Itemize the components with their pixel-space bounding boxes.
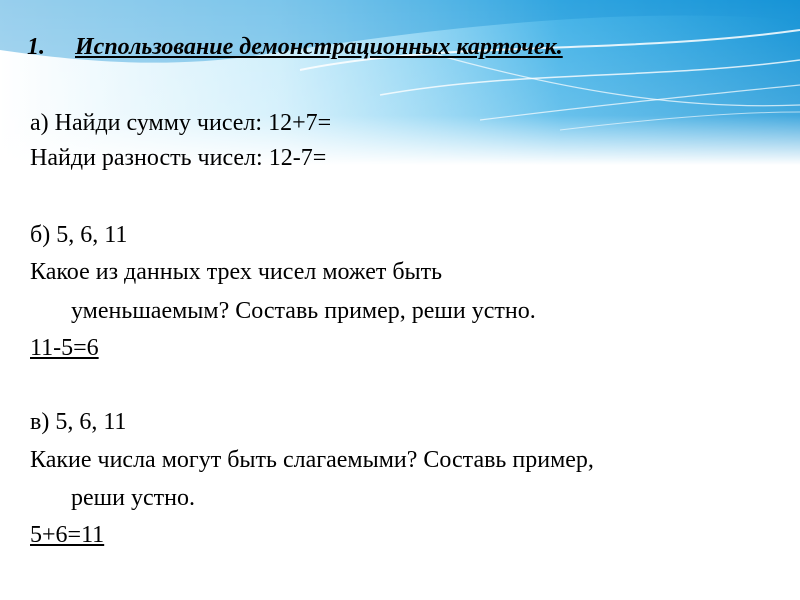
task-b-question-line-1: Какое из данных трех чисел может быть: [30, 259, 443, 285]
task-a-difference: Найди разность чисел: 12-7=: [30, 145, 327, 171]
task-a-sum: а) Найди сумму чисел: 12+7=: [30, 110, 332, 136]
task-c-answer: 5+6=11: [30, 522, 105, 548]
title-number: 1.: [27, 34, 45, 60]
task-b-question-line-2: уменьшаемым? Составь пример, реши устно.: [71, 298, 536, 324]
task-c-question-line-2: реши устно.: [71, 485, 195, 511]
task-c-numbers: в) 5, 6, 11: [30, 409, 127, 435]
slide-title: Использование демонстрационных карточек.: [75, 34, 563, 60]
task-c-question-line-1: Какие числа могут быть слагаемыми? Составь пример,: [30, 447, 594, 473]
task-b-numbers: б) 5, 6, 11: [30, 222, 128, 248]
task-b-answer: 11-5=6: [30, 335, 99, 361]
